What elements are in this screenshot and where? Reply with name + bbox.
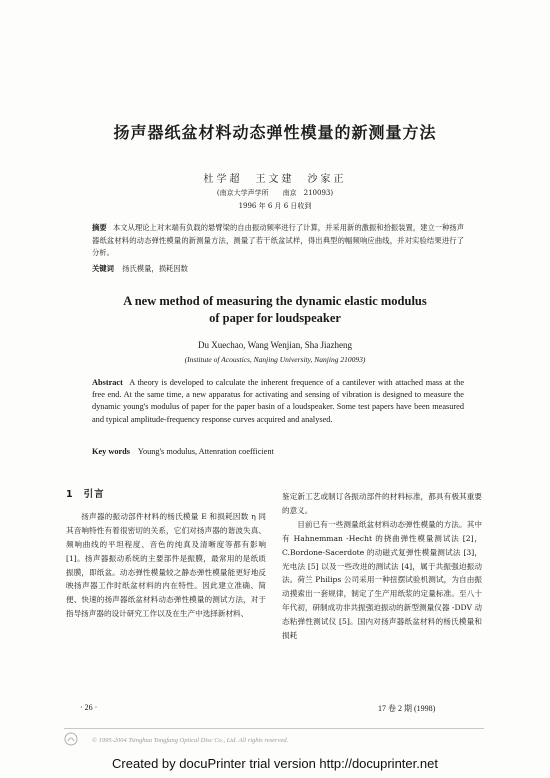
copyright-notice: © 1995-2004 Tsinghua Tongfang Optical Disc Co., Ltd. All rights reserved. <box>92 737 289 744</box>
section-heading <box>66 488 266 502</box>
footer-divider <box>64 728 484 729</box>
received-date-cn: 1996 年 6 月 6 日收到 <box>238 202 312 210</box>
abstract-en-text: A theory is developed to calculate the inherent frequence of a cantilever with attached mass at the free end. At the same time, a new apparatus for activating and sensing of vibration is designed to measure the dynamic young's modulus of paper for the paper basin of a loudspeaker. Some test papers have been measured and typical amplitude-frequency response curves acquired and analysed. <box>92 378 465 424</box>
section-title: 引言 <box>83 489 105 500</box>
abstract-en <box>92 377 464 426</box>
paper-title-en <box>60 293 490 327</box>
keywords-cn-text: 扬氏模量，损耗因数 <box>122 264 188 273</box>
keywords-en <box>92 447 464 456</box>
keywords-en-text: Young's modulus, Attenration coefficient <box>137 447 274 456</box>
journal-volume-info: 17 卷 2 期 (1998) <box>378 704 436 713</box>
body-column-right <box>282 490 482 643</box>
authors-en: Du Xuechao, Wang Wenjian, Sha Jiazheng <box>198 340 352 350</box>
keywords-cn <box>92 263 464 275</box>
body-paragraph: 扬声器的振动部件材料的杨氏模量 E 和损耗因数 η 同其音响特性有着很密切的关系，它们对扬声器的谐波失真、频响曲线的平坦程度、音色的纯真及清晰度等都有影响 [1]。扬声器振动系统的主要部件是振膜，最常用的是纸质振膜，即纸盆。动态弹性模量较之静态弹性模量能更好地反映扬声器工作时纸盆材料的内在特性。因此建立准确、简便、快速的扬声器纸盆材料动态弹性模量的测试方法，对于指导扬声器的设计研究工作以及在生产中选择新材料、 <box>66 511 266 619</box>
abstract-cn-text: 本文从理论上对末端有负载的悬臂梁的自由振动频率进行了计算，并采用新的激振和拾振装置，建立一种扬声器纸盆材料的动态弹性模量的新测量方法，测量了若干纸盆试样，得出典型的幅频响应曲线，并对实验结果进行了分析。 <box>92 223 465 257</box>
section-number: 1 <box>66 489 74 500</box>
paper-title-en-line1: A new method of measuring the dynamic elastic modulus <box>123 294 427 308</box>
trial-watermark-banner: Created by docuPrinter trial version http://docuprinter.net <box>112 756 438 771</box>
affiliation-en: (Institute of Acoustics, Nanjing University, Nanjing 210093) <box>184 355 366 364</box>
body-paragraph: 目前已有一些测量纸盆材料动态弹性模量的方法。其中有 Hahnemman -Hecht 的挠曲弹性模量测试法 [2]，C.Bordone-Sacerdote 的动磁式复弹性模量测试法 [3]，光电法 [5] 以及一些改进的测试法 [4]，属于共振强迫振动法。荷兰 Philips 公司采用一种扭摆试验机测试，为自由振动摸索出一套规律，制定了生产用纸浆的定量标准。至八十年代初，研制成功非共振强迫振动的新型测量仪器 -DDV 动态粘弹性测试仪 [5]。国内对扬声器纸盆材料的杨氏模量和损耗 <box>282 519 482 641</box>
keywords-en-label: Key words <box>92 447 131 456</box>
body-paragraph-continued: 鉴定新工艺或制订各振动部件的材料标准，都具有极其重要的意义。 <box>282 492 482 515</box>
keywords-cn-label: 关键词 <box>92 264 114 273</box>
publisher-logo-icon <box>64 732 78 746</box>
abstract-cn-label: 摘要 <box>92 223 107 232</box>
body-column-left <box>66 488 266 621</box>
paper-title-cn: 扬声器纸盆材料动态弹性模量的新测量方法 <box>113 123 437 142</box>
affiliation-cn: (南京大学声学所 南京 210093) <box>216 189 334 197</box>
authors-cn: 杜学超 王文建 沙家正 <box>203 174 347 185</box>
paper-title-en-line2: of paper for loudspeaker <box>209 311 341 325</box>
abstract-en-label: Abstract <box>92 378 123 387</box>
page-number: · 26 · <box>80 703 98 712</box>
abstract-cn <box>92 222 464 260</box>
